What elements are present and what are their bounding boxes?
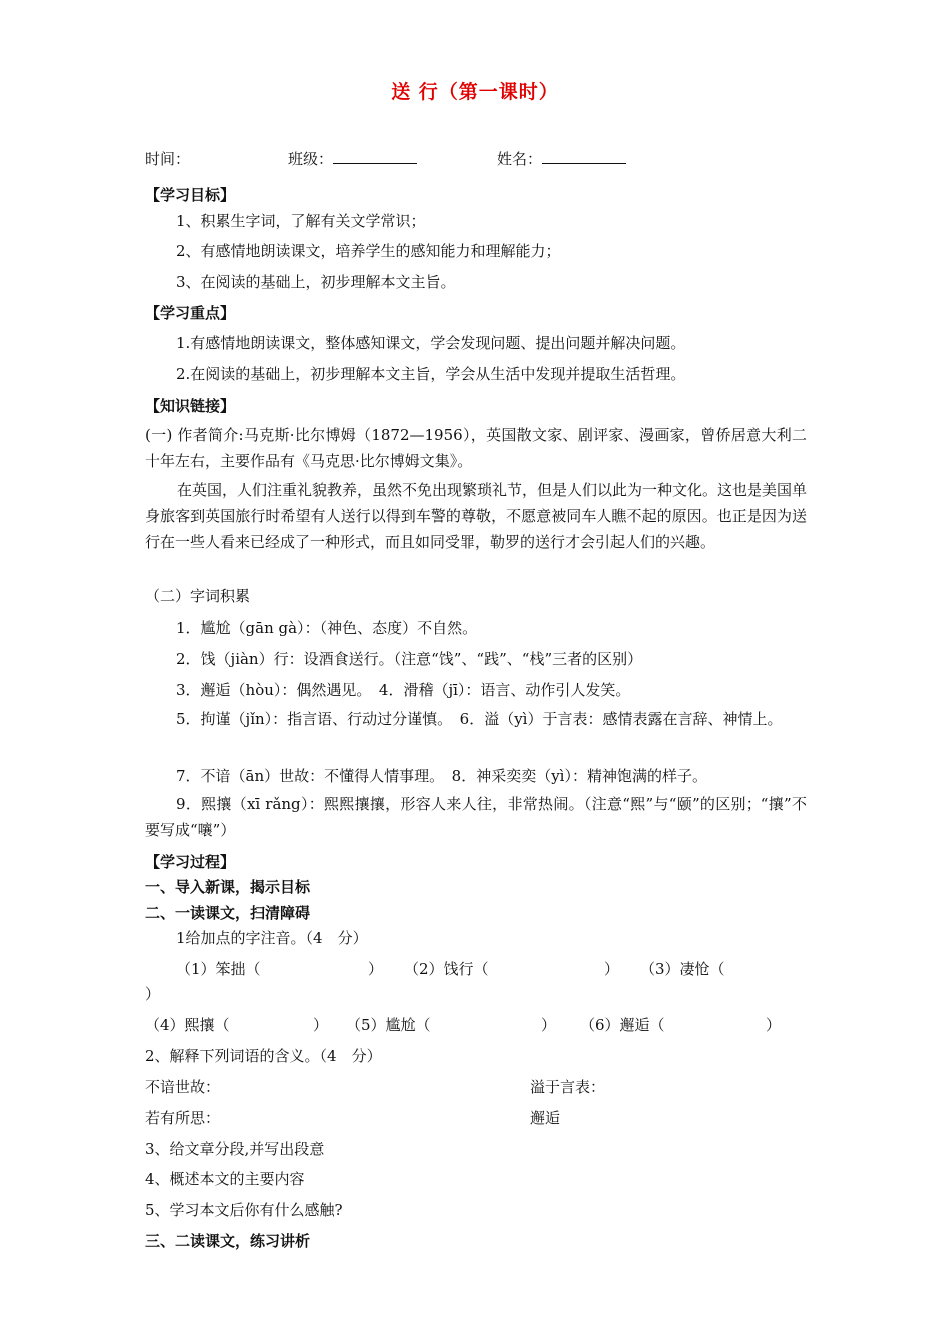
q1-item-close: ） bbox=[766, 1016, 782, 1034]
key-points-heading: 【学习重点】 bbox=[145, 304, 236, 322]
question-1: 1给加点的字注音。（4 分） bbox=[176, 929, 368, 947]
objective-item: 2、有感情地朗读课文，培养学生的感知能力和理解能力； bbox=[176, 242, 561, 260]
q1-item-open: （1）笨拙（ bbox=[176, 960, 261, 978]
background-paragraph: 在英国，人们注重礼貌教养，虽然不免出现繁琐礼节，但是人们以此为一种文化。这也是美国单身旅客到英国旅行时希望有人送行以得到车警的尊敬，不愿意被同车人瞧不起的原因。也正是因为送行在一些人看来已经成了一种形式，而且如同受罪，勒罗的送行才会引起人们的兴趣。 bbox=[145, 481, 808, 551]
q1-item-open: （2）饯行（ bbox=[404, 960, 489, 978]
q1-item-close: ） bbox=[368, 960, 384, 978]
key-point-item: 1.有感情地朗读课文，整体感知课文，学会发现问题、提出问题并解决问题。 bbox=[176, 334, 686, 352]
objective-item: 3、在阅读的基础上，初步理解本文主旨。 bbox=[176, 273, 456, 291]
q2-term: 若有所思： bbox=[145, 1109, 221, 1127]
class-blank[interactable] bbox=[333, 148, 417, 164]
name-field[interactable] bbox=[497, 148, 626, 169]
q1-item-close: ） bbox=[145, 985, 161, 1003]
time-label: 时间： bbox=[145, 150, 191, 168]
vocab-item: 1．尴尬（gān gà）：（神色、态度）不自然。 bbox=[176, 619, 478, 637]
step-heading: 一、导入新课，揭示目标 bbox=[145, 878, 311, 896]
q2-term: 邂逅 bbox=[530, 1109, 561, 1127]
vocab-item: 3．邂逅（hòu）：偶然遇见。 4．滑稽（jī）：语言、动作引人发笑。 bbox=[176, 681, 631, 699]
author-intro: (一) 作者简介:马克斯·比尔博姆（1872—1956），英国散文家、剧评家、漫画家，曾侨居意大利二十年左右，主要作品有《马克思·比尔博姆文集》。 bbox=[145, 426, 807, 470]
step-heading: 三、二读课文，练习讲析 bbox=[145, 1232, 311, 1250]
class-field[interactable] bbox=[288, 148, 417, 169]
question-5: 5、学习本文后你有什么感触? bbox=[145, 1201, 343, 1219]
vocab-item: 2．饯（jiàn）行：设酒食送行。（注意“饯”、“践”、“栈”三者的区别） bbox=[176, 650, 643, 668]
q2-term: 不谙世故： bbox=[145, 1078, 221, 1096]
q1-item-open: （3）凄怆（ bbox=[640, 960, 725, 978]
q1-item-open: （5）尴尬（ bbox=[346, 1016, 431, 1034]
step-heading: 二、一读课文，扫清障碍 bbox=[145, 904, 311, 922]
key-point-item: 2.在阅读的基础上，初步理解本文主旨，学会从生活中发现并提取生活哲理。 bbox=[176, 365, 686, 383]
page-title: 送 行（第一课时） bbox=[391, 81, 559, 103]
q1-item-close: ） bbox=[541, 1016, 557, 1034]
objective-item: 1、积累生字词，了解有关文学常识； bbox=[176, 212, 426, 230]
vocab-item: 5．拘谨（jǐn）：指言语、行动过分谨慎。 6．溢（yì）于言表：感情表露在言辞、神情上。 bbox=[176, 710, 783, 728]
name-label: 姓名： bbox=[497, 150, 543, 168]
vocab-item: 9．熙攘（xī rǎng）：熙熙攘攘，形容人来人往，非常热闹。（注意“熙”与“颐”的区别；“攘”不要写成“嚷”） bbox=[145, 795, 807, 839]
class-label: 班级： bbox=[288, 150, 334, 168]
q1-item-close: ） bbox=[313, 1016, 329, 1034]
vocab-heading: （二）字词积累 bbox=[145, 587, 251, 605]
question-4: 4、概述本文的主要内容 bbox=[145, 1170, 305, 1188]
question-2: 2、解释下列词语的含义。（4 分） bbox=[145, 1047, 382, 1065]
vocab-item: 7．不谙（ān）世故：不懂得人情事理。 8．神采奕奕（yì）：精神饱满的样子。 bbox=[176, 767, 707, 785]
knowledge-heading: 【知识链接】 bbox=[145, 397, 236, 415]
question-3: 3、给文章分段,并写出段意 bbox=[145, 1140, 325, 1158]
q2-term: 溢于言表： bbox=[530, 1078, 606, 1096]
name-blank[interactable] bbox=[542, 148, 626, 164]
q1-item-open: （4）熙攘（ bbox=[145, 1016, 230, 1034]
process-heading: 【学习过程】 bbox=[145, 853, 236, 871]
q1-item-open: （6）邂逅（ bbox=[580, 1016, 665, 1034]
objectives-heading: 【学习目标】 bbox=[145, 186, 236, 204]
q1-item-close: ） bbox=[604, 960, 620, 978]
